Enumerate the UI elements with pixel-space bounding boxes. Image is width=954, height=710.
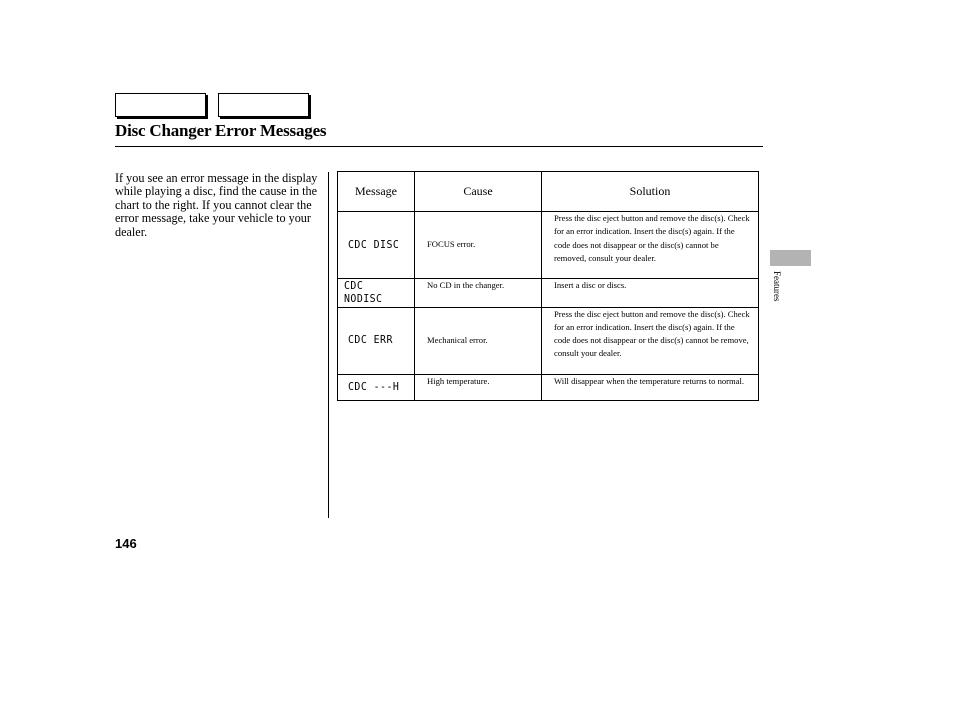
section-tab-marker	[770, 250, 811, 266]
message-cell	[338, 279, 415, 308]
section-label	[770, 271, 784, 321]
table-row	[338, 279, 759, 308]
section-label-text: Features	[772, 271, 782, 302]
intro-paragraph: If you see an error message in the display while playing a disc, find the cause in the chart to the right. If you cannot clear the error message, take your vehicle to your dealer.	[115, 171, 318, 239]
solution-cell: Press the disc eject button and remove the disc(s). Check for an error indication. Insert the disc(s) again. If the code does not disappear or the disc(s) cannot be removed, consult your dealer.	[542, 212, 759, 279]
lcd-message: CDC ---H	[348, 379, 400, 393]
nav-button-2[interactable]	[218, 93, 309, 117]
table-header-row	[338, 172, 759, 212]
nav-button-1[interactable]	[115, 93, 206, 117]
cause-cell: Mechanical error.	[415, 307, 542, 374]
lcd-message: CDC ERR	[348, 333, 393, 347]
column-divider	[328, 172, 329, 518]
table-row	[338, 212, 759, 279]
header-message: Message	[338, 172, 415, 212]
solution-cell: Insert a disc or discs.	[542, 279, 759, 308]
error-message-table	[337, 171, 759, 401]
cause-cell: FOCUS error.	[415, 212, 542, 279]
cause-cell: High temperature.	[415, 374, 542, 400]
lcd-message: CDC NODISC	[344, 279, 383, 306]
solution-cell: Press the disc eject button and remove the disc(s). Check for an error indication. Insert the disc(s) again. If the code does not disappear or the disc(s) cannot be remove, consult your dealer.	[542, 307, 759, 374]
message-cell	[338, 212, 415, 279]
message-cell	[338, 374, 415, 400]
lcd-message: CDC DISC	[348, 237, 400, 251]
page-number: 146	[115, 536, 137, 551]
table-row	[338, 374, 759, 400]
table-row	[338, 307, 759, 374]
message-cell	[338, 307, 415, 374]
header-solution: Solution	[542, 172, 759, 212]
header-cause: Cause	[415, 172, 542, 212]
page-title: Disc Changer Error Messages	[115, 121, 327, 140]
title-divider	[115, 146, 763, 147]
cause-cell: No CD in the changer.	[415, 279, 542, 308]
solution-cell: Will disappear when the temperature returns to normal.	[542, 374, 759, 400]
